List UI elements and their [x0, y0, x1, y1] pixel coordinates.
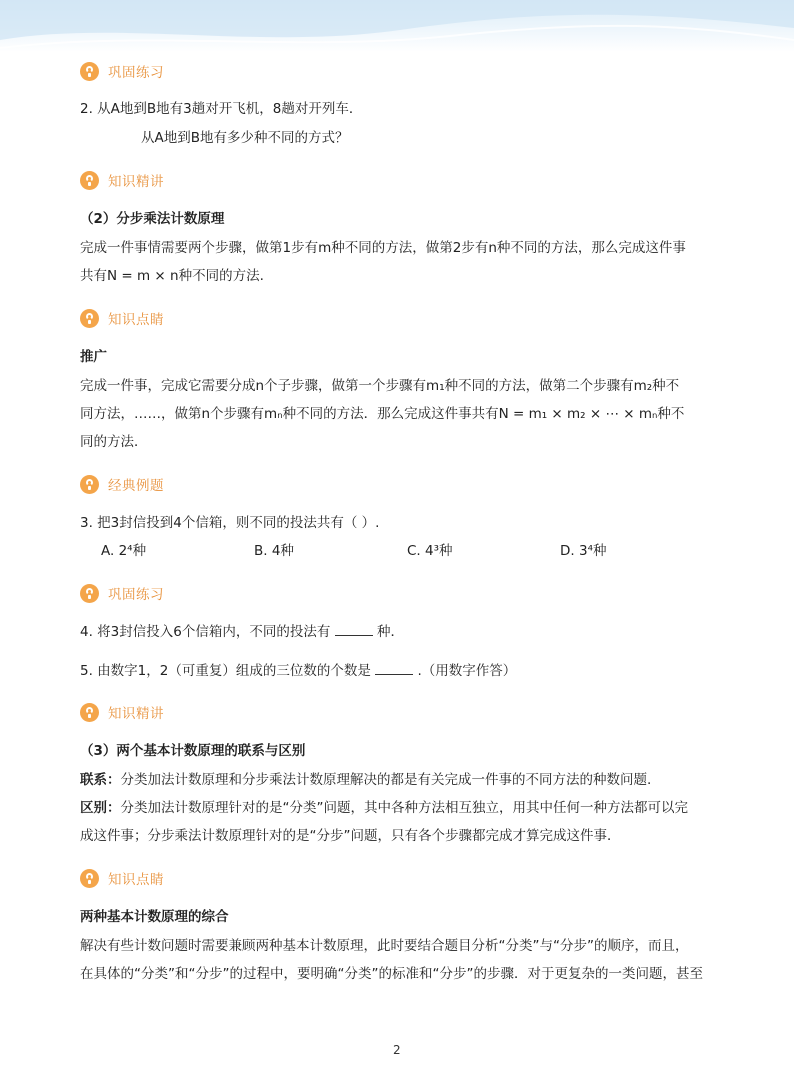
question-4: 4. 将3封信投入6个信箱内，不同的投法有 种．	[80, 624, 404, 640]
section-heading-knowledge-2: 知识精讲	[80, 702, 164, 722]
lightbulb-icon	[80, 869, 99, 888]
lightbulb-icon	[80, 62, 99, 81]
generalization-line2: 同方法，……，做第n个步骤有mₙ种不同的方法．那么完成这件事共有N = m₁ × m₂ × ⋯ × mₙ种不	[80, 406, 685, 422]
question-3-stem: 3. 把3封信投到4个信箱，则不同的投法共有（ ）.	[80, 515, 380, 531]
difference-line2: 成这件事；分步乘法计数原理针对的是“分步”问题，只有各个步骤都完成才算完成这件事．	[80, 828, 621, 844]
section-heading-practice-2: 巩固练习	[80, 583, 164, 603]
generalization-line1: 完成一件事，完成它需要分成n个子步骤，做第一个步骤有m₁种不同的方法，做第二个步骤有m₂种不	[80, 378, 680, 394]
combined-line2: 在具体的“分类”和“分步”的过程中，要明确“分类”的标准和“分步”的步骤．对于更复杂的一类问题，甚至	[80, 966, 703, 982]
lightbulb-icon	[80, 703, 99, 722]
wave-decoration	[0, 0, 794, 52]
generalization-title: 推广	[80, 349, 107, 365]
generalization-line3: 同的方法．	[80, 434, 148, 450]
section-heading-example: 经典例题	[80, 474, 164, 494]
lightbulb-icon	[80, 475, 99, 494]
combined-line1: 解决有些计数问题时需要兼顾两种基本计数原理，此时要结合题目分析“分类”与“分步”的顺序，而且，	[80, 938, 689, 954]
relation-line: 联系：分类加法计数原理和分步乘法计数原理解决的都是有关完成一件事的不同方法的种数问题.	[80, 772, 652, 788]
section-2-line1: 完成一件事情需要两个步骤，做第1步有m种不同的方法，做第2步有n种不同的方法，那么完成这件事	[80, 240, 686, 256]
question-2-line2: 从A地到B地有多少种不同的方式？	[141, 130, 349, 146]
section-heading-knowledge-1: 知识精讲	[80, 170, 164, 190]
answer-blank-q4	[335, 623, 373, 636]
question-3-option-c: C. 4³种	[407, 543, 453, 559]
lightbulb-icon	[80, 584, 99, 603]
lightbulb-icon	[80, 309, 99, 328]
section-heading-practice-1: 巩固练习	[80, 61, 164, 81]
answer-blank-q5	[375, 662, 413, 675]
question-2-line1: 2. 从A地到B地有3趟对开飞机，8趟对开列车．	[80, 101, 363, 117]
question-3-option-d: D. 3⁴种	[560, 543, 607, 559]
section-heading-insight-2: 知识点睛	[80, 868, 164, 888]
difference-line1: 区别：分类加法计数原理针对的是“分类”问题，其中各种方法相互独立，用其中任何一种方法都可以完	[80, 800, 688, 816]
question-3-option-a: A. 2⁴种	[101, 543, 147, 559]
combined-title: 两种基本计数原理的综合	[80, 909, 229, 925]
section-3-title: （3）两个基本计数原理的联系与区别	[80, 743, 306, 759]
lightbulb-icon	[80, 171, 99, 190]
header-band	[0, 0, 794, 52]
section-heading-insight-1: 知识点睛	[80, 308, 164, 328]
section-2-title: （2）分步乘法计数原理	[80, 211, 225, 227]
question-3-option-b: B. 4种	[254, 543, 294, 559]
section-2-line2: 共有N = m × n种不同的方法.	[80, 268, 264, 284]
question-5: 5. 由数字1，2（可重复）组成的三位数的个数是 .（用数字作答）	[80, 663, 517, 679]
page-number: 2	[393, 1043, 401, 1057]
